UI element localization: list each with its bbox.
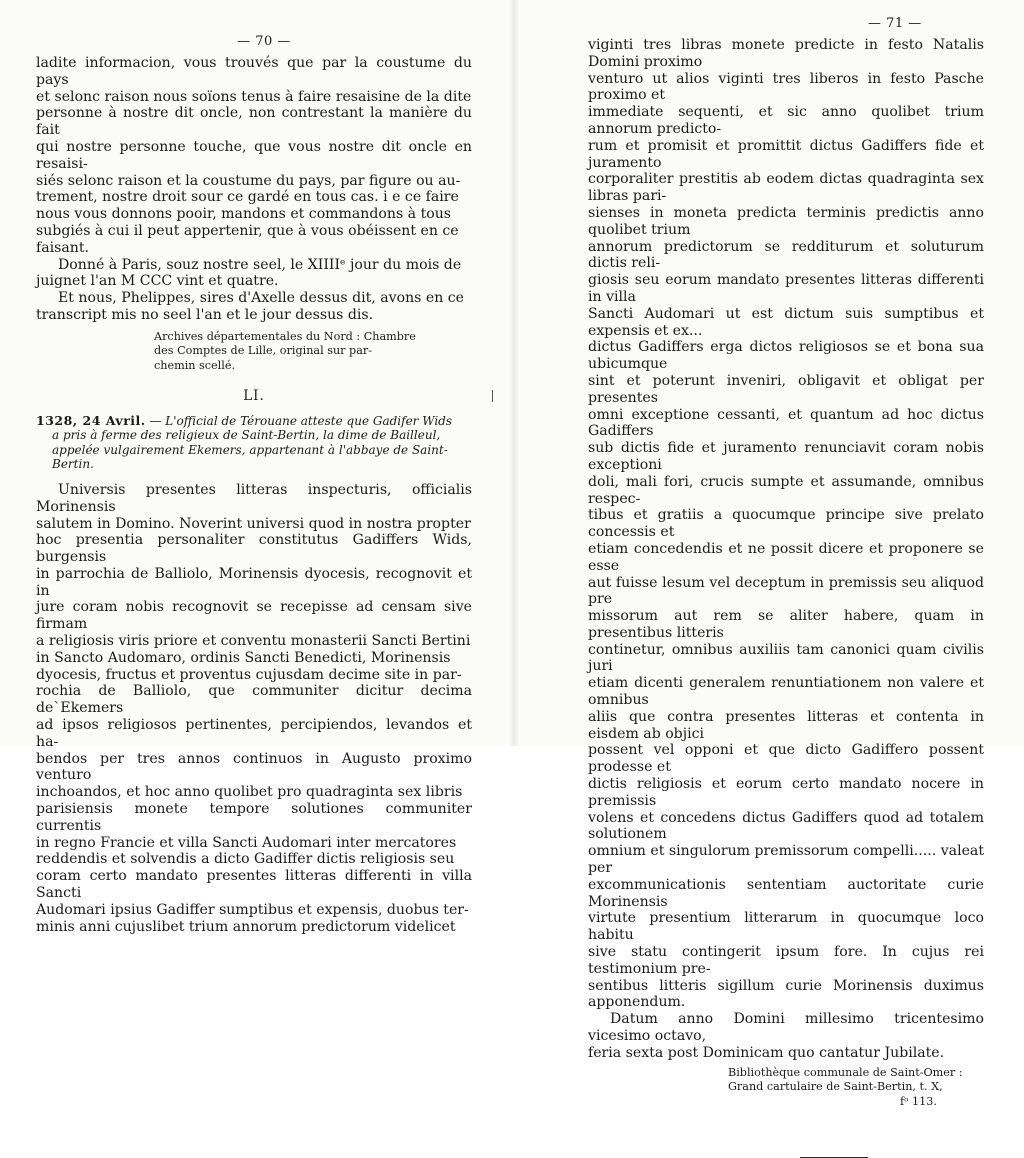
left-top-paragraph	[36, 55, 472, 257]
left-page	[0, 0, 500, 935]
text-line: Et nous, Phelippes, sires d'Axelle dessus dit, avons en ce	[58, 290, 465, 307]
summary-line: L'official de Térouane atteste que Gadifer Wids	[165, 413, 453, 428]
text-line: hoc presentia personaliter constitutus Gadiffers Wids, burgensis	[36, 532, 472, 566]
text-line: missorum aut rem se aliter habere, quam in presentibus litteris	[588, 608, 984, 641]
summary-dash: —	[145, 413, 166, 428]
text-line: ad ipsos religiosos pertinentes, percipiendos, levandos et ha-	[36, 717, 472, 750]
text-line: bendos per tres annos continuos in Augusto proximo venturo	[36, 750, 472, 784]
citation-line: Archives départementales du Nord : Chambre	[154, 329, 416, 343]
text-line: tibus et gratiis a quocumque principe sive prelato concessis et	[588, 507, 984, 541]
text-line: rum et promisit et promittit dictus Gadiffers fide et juramento	[588, 137, 984, 171]
text-line: parisiensis monete tempore solutiones communiter currentis	[36, 801, 472, 834]
citation-line: chemin scellé.	[154, 358, 236, 372]
text-line: dyocesis, fructus et proventus cujusdam decime site in par-	[36, 666, 462, 683]
text-line: dictis religiosis et eorum certo mandato nocere in premissis	[588, 776, 984, 809]
text-line: immediate sequenti, et sic anno quolibet trium annorum predicto-	[588, 104, 984, 137]
text-line: rochia de Balliolo, que communiter dicitur decima de`Ekemers	[36, 683, 472, 717]
summary-line: Bertin.	[52, 457, 94, 472]
text-line: Sancti Audomari ut est dictum suis sumptibus et expensis et ex...	[588, 305, 984, 339]
text-line: aliis que contra presentes litteras et contenta in eisdem ab objici	[588, 708, 984, 742]
text-line: etiam concedendis et ne possit dicere et proponere se esse	[588, 540, 984, 574]
left-body-paragraph	[36, 482, 472, 936]
text-line: feria sexta post Dominicam quo cantatur Jubilate.	[588, 1044, 945, 1061]
text-line: jure coram nobis recognovit se recepisse ad censam sive firmam	[36, 599, 472, 633]
left-page-number: — 70 —	[237, 34, 291, 49]
text-line: etiam dicenti generalem renuntiationem non valere et omnibus	[588, 675, 984, 709]
text-line: personne à nostre dit oncle, non contrestant la manière du fait	[36, 105, 472, 139]
text-line: faisant.	[36, 239, 89, 256]
right-datum-paragraph	[588, 1011, 984, 1061]
text-line: qui nostre personne touche, que vous nostre dit oncle en resaisi-	[36, 138, 472, 172]
text-line: coram certo mandato presentes litteras differenti in villa Sancti	[36, 868, 472, 902]
text-line: annorum predictorum se redditurum et soluturum dictis reli-	[588, 238, 984, 272]
text-line: sint et poterunt inveniri, obligavit et obligat per presentes	[588, 372, 984, 406]
text-line: siés selonc raison et la coustume du pays, par figure ou au-	[36, 172, 461, 189]
text-line: in parrochia de Balliolo, Morinensis dyocesis, recognovit et in	[36, 565, 472, 599]
text-line: salutem in Domino. Noverint universi quod in nostra propter	[36, 515, 471, 532]
text-line: in regno Francie et villa Sancti Audomari inter mercatores	[36, 834, 457, 851]
charter-summary	[36, 414, 472, 472]
text-line: omnium et singulorum premissorum compelli..... valeat per	[588, 843, 984, 877]
text-line: juignet l'an M CCC vint et quatre.	[36, 273, 279, 290]
text-line: venturo ut alios viginti tres liberos in festo Pasche proximo et	[588, 70, 984, 104]
charter-date: 1328, 24 Avril.	[36, 412, 146, 428]
gutter-tick	[492, 390, 493, 402]
text-line: inchoandos, et hoc anno quolibet pro quadraginta sex libris	[36, 784, 463, 801]
text-line: doli, mali fori, crucis sumpte et assumande, omnibus respec-	[588, 473, 984, 507]
text-line: reddendis et solvendis a dicto Gadiffer dictis religiosis seu	[36, 851, 455, 868]
text-line: in Sancto Audomaro, ordinis Sancti Benedicti, Morinensis	[36, 649, 451, 666]
right-page-number: — 71 —	[868, 16, 922, 31]
charter-number: LI.	[243, 387, 265, 404]
text-line: sentibus litteris sigillum curie Morinensis duximus apponendum.	[588, 977, 984, 1011]
right-body-paragraph	[588, 37, 984, 1011]
text-line: omni exceptione cessanti, et quantum ad hoc dictus Gadiffers	[588, 406, 984, 440]
text-line: giosis seu eorum mandato presentes litteras differenti in villa	[588, 272, 984, 305]
text-line: Audomari ipsius Gadiffer sumptibus et expensis, duobus ter-	[36, 901, 469, 918]
text-line: trement, nostre droit sour ce gardé en tous cas. i e ce faire	[36, 189, 459, 206]
citation-line: des Comptes de Lille, original sur par-	[154, 344, 373, 358]
text-line: Universis presentes litteras inspecturis, officialis Morinensis	[36, 481, 472, 515]
text-line: continetur, omnibus auxiliis tam canonici quam civilis juri	[588, 641, 984, 675]
text-line: excommunicationis sententiam auctoritate curie Morinensis	[588, 876, 984, 910]
text-line: subgiés à cui il peut appertenir, que à vous obéissent en ce	[36, 222, 459, 239]
text-line: minis anni cujuslibet trium annorum predictorum videlicet	[36, 918, 456, 935]
text-line: a religiosis viris priore et conventu monasterii Sancti Bertini	[36, 633, 471, 650]
text-line: volens et concedens dictus Gadiffers quod ad totalem solutionem	[588, 809, 984, 843]
right-page	[524, 0, 1024, 1108]
text-line: virtute presentium litterarum in quocumque loco habitu	[588, 910, 984, 944]
text-line: dictus Gadiffers erga dictos religiosos se et bona sua ubicumque	[588, 339, 984, 373]
text-line: ladite informacion, vous trouvés que par la coustume du pays	[36, 55, 472, 88]
left-et-paragraph	[36, 290, 472, 324]
summary-line: a pris à ferme des religieux de Saint-Bertin, la dime de Bailleul,	[52, 428, 441, 443]
citation-line: Bibliothèque communale de Saint-Omer :	[728, 1065, 963, 1079]
text-line: Datum anno Domini millesimo tricentesimo vicesimo octavo,	[588, 1011, 984, 1045]
text-line: sub dictis fide et juramento renunciavit coram nobis exceptioni	[588, 440, 984, 473]
text-line: sive statu contingerit ipsum fore. In cujus rei testimonium pre-	[588, 944, 984, 977]
text-line: Donné à Paris, souz nostre seel, le XIIIIᵉ jour du mois de	[58, 256, 462, 273]
text-line: sienses in moneta predicta terminis predictis anno quolibet trium	[588, 204, 984, 238]
text-line: possent vel opponi et que dicto Gadiffero possent prodesse et	[588, 742, 984, 776]
summary-line: appelée vulgairement Ekemers, appartenant à l'abbaye de Saint-	[52, 442, 448, 457]
book-gutter	[508, 0, 520, 746]
text-line: corporaliter prestitis ab eodem dictas quadraginta sex libras pari-	[588, 171, 984, 205]
right-source-citation	[588, 1066, 984, 1110]
left-source-citation	[36, 330, 472, 374]
text-line: nous vous donnons pooir, mandons et commandons à tous	[36, 206, 452, 223]
text-line: viginti tres libras monete predicte in festo Natalis Domini proximo	[588, 37, 984, 70]
citation-line: fᵒ 113.	[900, 1094, 937, 1108]
text-line: transcript mis no seel l'an et le jour dessus dis.	[36, 306, 374, 323]
citation-line: Grand cartulaire de Saint-Bertin, t. X,	[728, 1080, 943, 1094]
text-line: aut fuisse lesum vel deceptum in premissis seu aliquod pre	[588, 574, 984, 608]
text-line: et selonc raison nous soïons tenus à faire resaisine de la dite	[36, 88, 472, 105]
left-date-paragraph	[36, 257, 472, 291]
